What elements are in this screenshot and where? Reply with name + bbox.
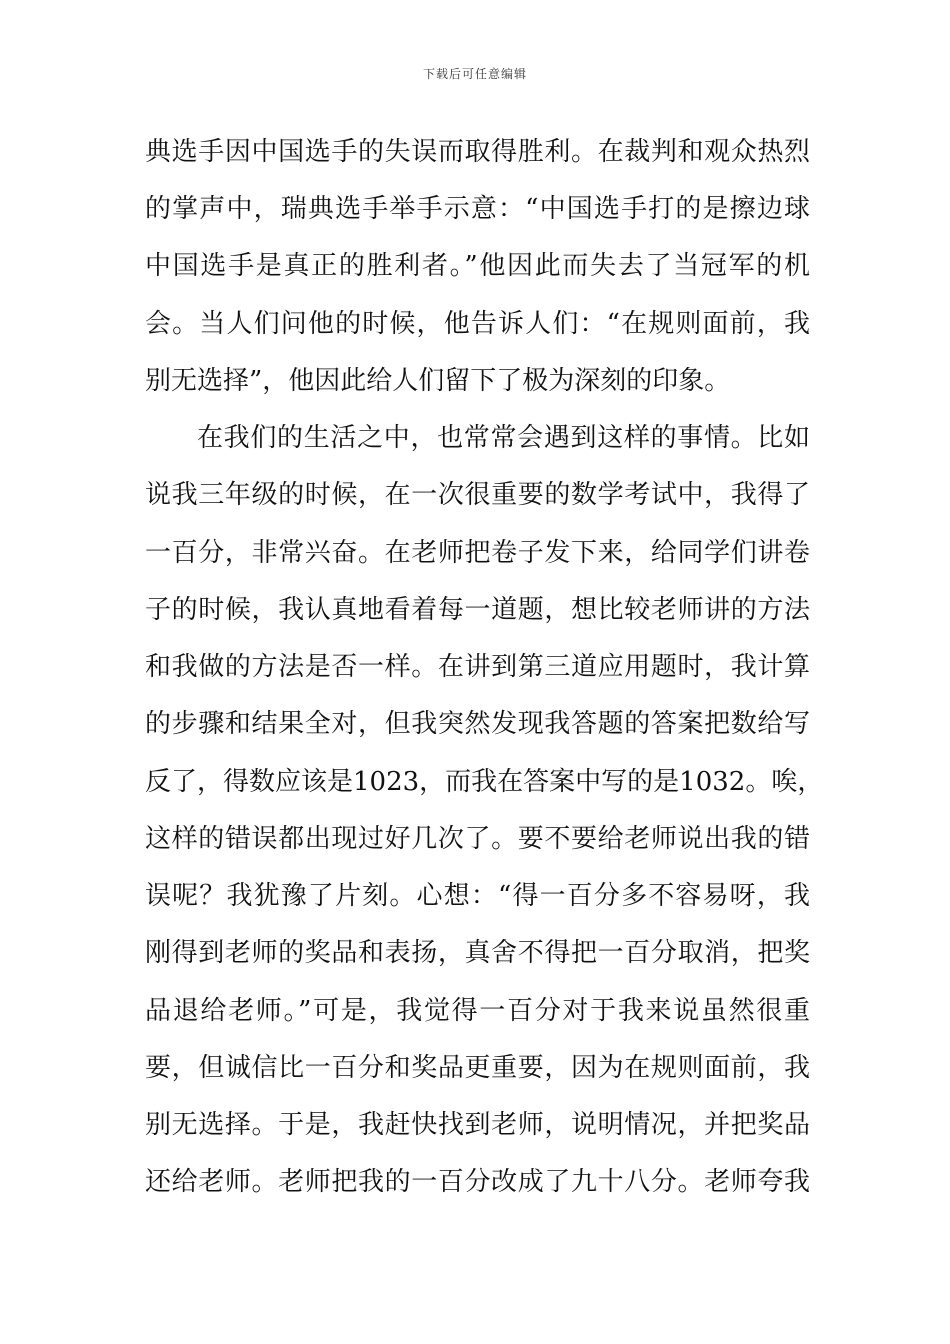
text-line: 别无选择”，他因此给人们留下了极为深刻的印象。 <box>145 366 731 396</box>
text-line: 和我做的方法是否一样。在讲到第三道应用题时，我计算 <box>145 652 810 682</box>
text-line: 刚得到老师的奖品和表扬，真舍不得把一百分取消，把奖 <box>145 938 810 968</box>
text-line: 说我三年级的时候，在一次很重要的数学考试中，我得了 <box>145 480 810 510</box>
page-header: 下载后可任意编辑 <box>422 67 527 81</box>
text-line: 这样的错误都出现过好几次了。要不要给老师说出我的错 <box>145 824 810 854</box>
text-line: 会。当人们问他的时候，他告诉人们：“在规则面前，我 <box>145 309 810 339</box>
text-line: 反了，得数应该是1023，而我在答案中写的是1032。唉， <box>145 767 824 797</box>
text-line: 中国选手是真正的胜利者。”他因此而失去了当冠军的机 <box>145 251 810 281</box>
paragraph-first-line: 在我们的生活之中，也常常会遇到这样的事情。比如 <box>197 423 810 453</box>
text-line: 误呢？我犹豫了片刻。心想：“得一百分多不容易呀，我 <box>145 881 810 911</box>
text-line: 的掌声中，瑞典选手举手示意：“中国选手打的是擦边球 <box>145 194 810 224</box>
text-line: 一百分，非常兴奋。在老师把卷子发下来，给同学们讲卷 <box>145 538 810 568</box>
text-line: 别无选择。于是，我赶快找到老师，说明情况，并把奖品 <box>145 1110 810 1140</box>
text-line: 要，但诚信比一百分和奖品更重要，因为在规则面前，我 <box>145 1053 810 1083</box>
text-line: 子的时候，我认真地看着每一道题，想比较老师讲的方法 <box>145 595 810 625</box>
text-line: 还给老师。老师把我的一百分改成了九十八分。老师夸我 <box>145 1167 810 1197</box>
text-line: 的步骤和结果全对，但我突然发现我答题的答案把数给写 <box>145 709 810 739</box>
text-line: 典选手因中国选手的失误而取得胜利。在裁判和观众热烈 <box>145 137 810 167</box>
text-line: 品退给老师。”可是，我觉得一百分对于我来说虽然很重 <box>145 996 810 1026</box>
